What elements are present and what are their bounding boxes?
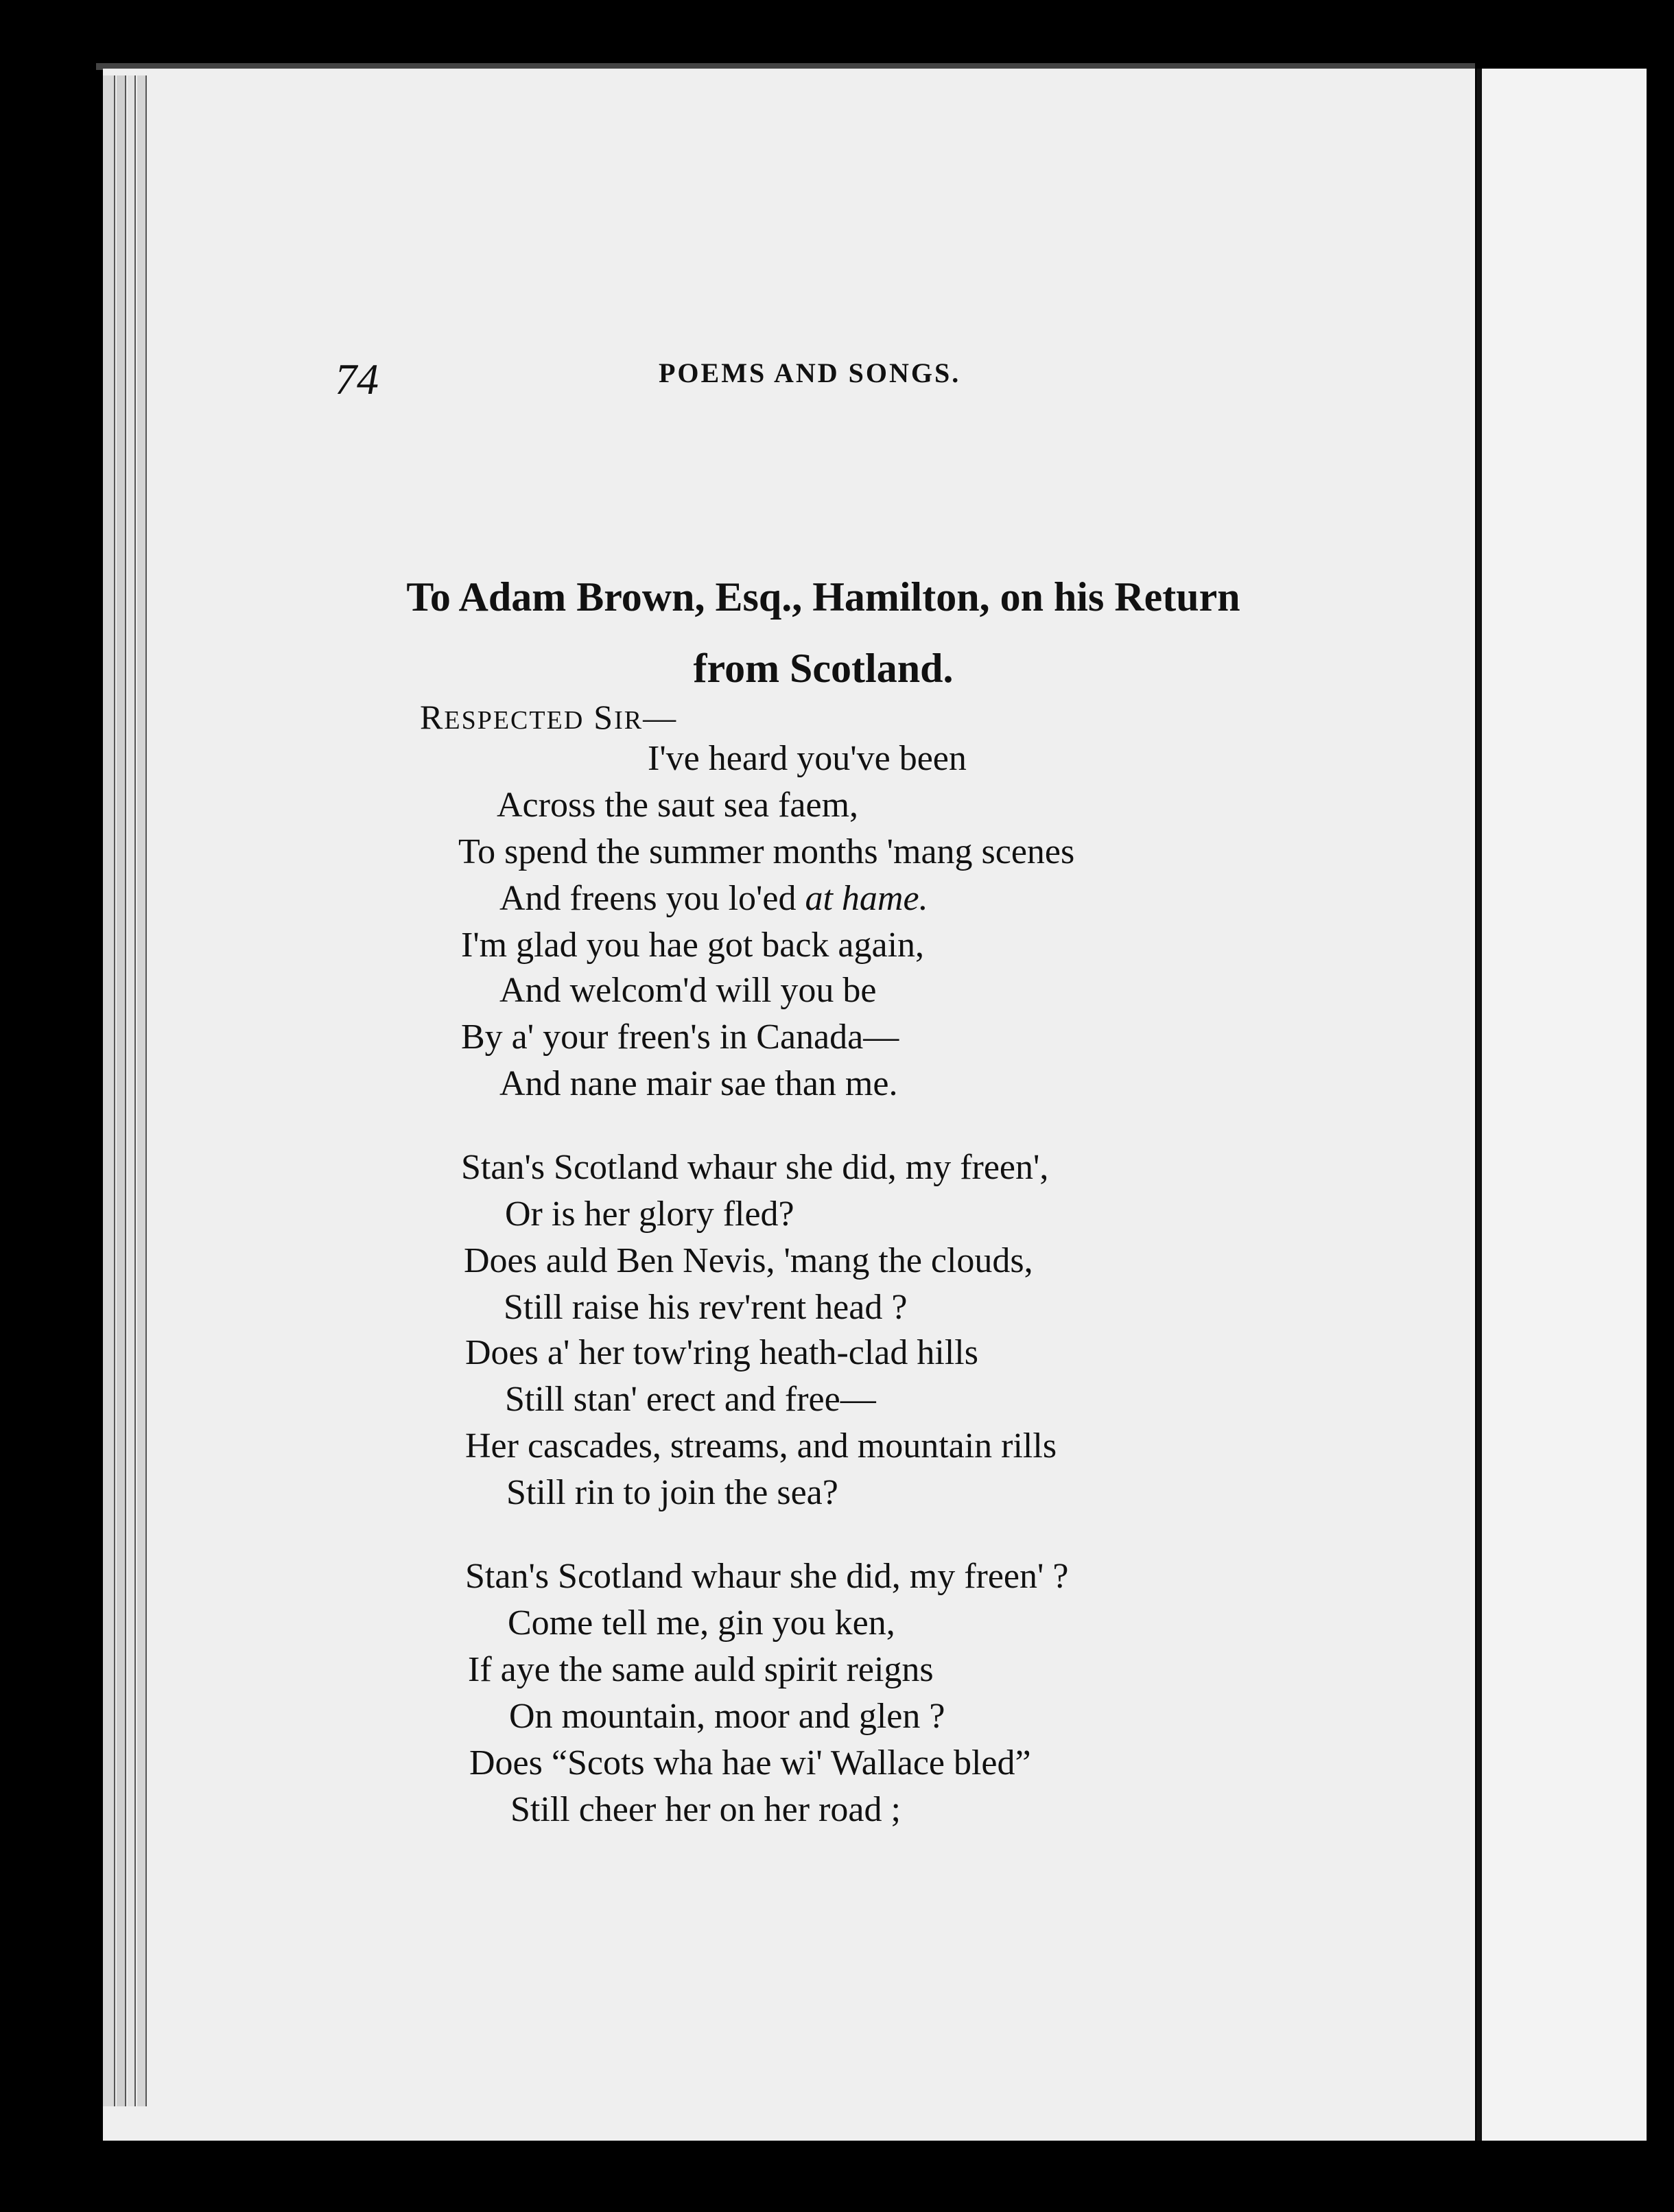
verse-line: Still rin to join the sea?: [506, 1473, 838, 1512]
poem-title-line-2: from Scotland.: [693, 646, 954, 691]
verse-line: By a' your freen's in Canada—: [461, 1017, 899, 1057]
verse-line: Her cascades, streams, and mountain rills: [465, 1426, 1057, 1466]
verse-line: Across the saut sea faem,: [497, 786, 859, 825]
verse-line: On mountain, moor and glen ?: [509, 1697, 945, 1736]
page-edge: [128, 75, 136, 2106]
page-edge: [103, 75, 115, 2106]
verse-line: Come tell me, gin you ken,: [508, 1603, 895, 1643]
verse-line: Still cheer her on her road ;: [510, 1790, 901, 1829]
page-number: 74: [335, 355, 379, 403]
page-edge: [137, 75, 147, 2106]
salutation-dash: —: [643, 700, 678, 736]
verse-line: Or is her glory fled?: [505, 1195, 794, 1234]
salutation-rest-1: ESPECTED: [444, 706, 585, 735]
facing-page-edge: [1482, 69, 1647, 2141]
salutation-initial-1: R: [420, 698, 445, 736]
verse-line: If aye the same auld spirit reigns: [468, 1650, 934, 1689]
verse-italic-text: at hame.: [805, 879, 928, 918]
verse-line: I'm glad you hae got back again,: [461, 926, 925, 965]
verse-line: [499, 878, 928, 919]
verse-line: Does “Scots wha hae wi' Wallace bled”: [469, 1743, 1031, 1782]
salutation-initial-2: S: [593, 698, 615, 736]
book-gutter: [1476, 69, 1482, 2141]
verse-line: To spend the summer months 'mang scenes: [458, 832, 1075, 871]
salutation: [420, 697, 677, 737]
verse-line: Does auld Ben Nevis, 'mang the clouds,: [464, 1241, 1033, 1280]
verse-line: And welcom'd will you be: [499, 971, 877, 1010]
salutation-rest-2: IR: [614, 706, 644, 735]
verse-line: I've heard you've been: [648, 739, 967, 778]
poem-title-line-1: To Adam Brown, Esq., Hamilton, on his Return: [406, 574, 1240, 620]
poem-title: [357, 561, 1290, 704]
verse-line: Stan's Scotland whaur she did, my freen' ?: [465, 1557, 1069, 1596]
verse-line: Still raise his rev'rent head ?: [504, 1288, 908, 1327]
verse-line: Still stan' erect and free—: [505, 1380, 876, 1419]
verse-line: Stan's Scotland whaur she did, my freen',: [461, 1148, 1049, 1187]
verse-line: And nane mair sae than me.: [499, 1064, 898, 1103]
verse-text: And freens you lo'ed: [499, 879, 797, 918]
page-edge: [117, 75, 126, 2106]
running-head: POEMS AND SONGS.: [659, 357, 961, 388]
verse-line: Does a' her tow'ring heath-clad hills: [465, 1333, 978, 1372]
